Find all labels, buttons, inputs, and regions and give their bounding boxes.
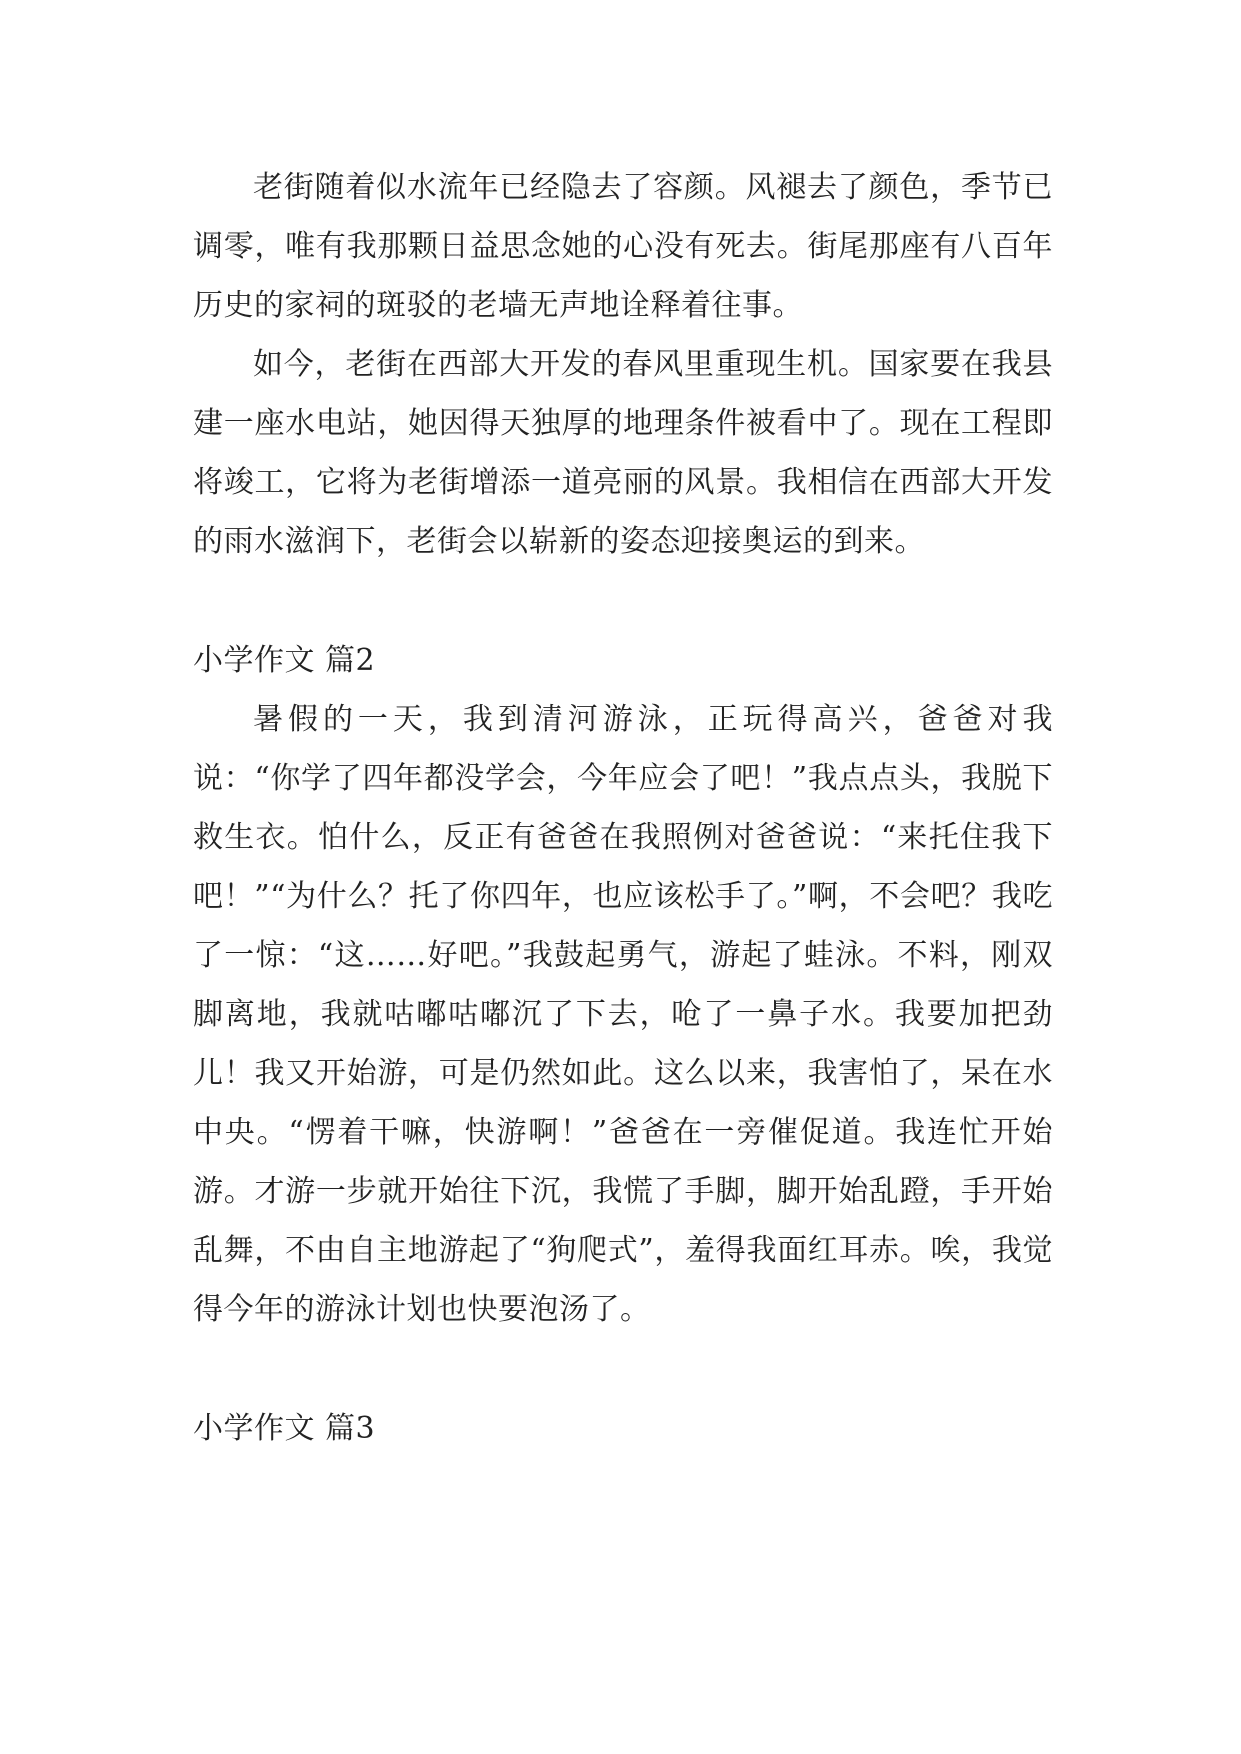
paragraph: 如今，老街在西部大开发的春风里重现生机。国家要在我县建一座水电站，她因得天独厚的地理条件被看中了。现在工程即将竣工，它将为老街增添一道亮丽的风景。我相信在西部大开发的雨水滋润下，老街会以崭新的姿态迎接奥运的到来。 [193, 347, 1053, 559]
paragraph: 暑假的一天，我到清河游泳，正玩得高兴，爸爸对我说：“你学了四年都没学会，今年应会了吧！”我点点头，我脱下救生衣。怕什么，反正有爸爸在我照例对爸爸说：“来托住我下吧！”“为什么？托了你四年，也应该松手了。”啊，不会吧？我吃了一惊：“这……好吧。”我鼓起勇气，游起了蛙泳。不料，刚双脚离地，我就咕嘟咕嘟沉了下去，呛了一鼻子水。我要加把劲儿！我又开始游，可是仍然如此。这么以来，我害怕了，呆在水中央。“愣着干嘛，快游啊！”爸爸在一旁催促道。我连忙开始游。才游一步就开始往下沉，我慌了手脚，脚开始乱蹬，手开始乱舞，不由自主地游起了“狗爬式”，羞得我面红耳赤。唉，我觉得今年的游泳计划也快要泡汤了。 [193, 702, 1053, 1327]
section-heading: 小学作文 篇3 [193, 1411, 376, 1446]
section-gap [193, 1339, 1053, 1399]
section-heading: 小学作文 篇2 [193, 643, 376, 678]
document-body [193, 158, 1053, 1458]
section-gap [193, 571, 1053, 631]
paragraph: 老街随着似水流年已经隐去了容颜。风褪去了颜色，季节已调零，唯有我那颗日益思念她的心没有死去。街尾那座有八百年历史的家祠的斑驳的老墙无声地诠释着往事。 [193, 170, 1053, 323]
